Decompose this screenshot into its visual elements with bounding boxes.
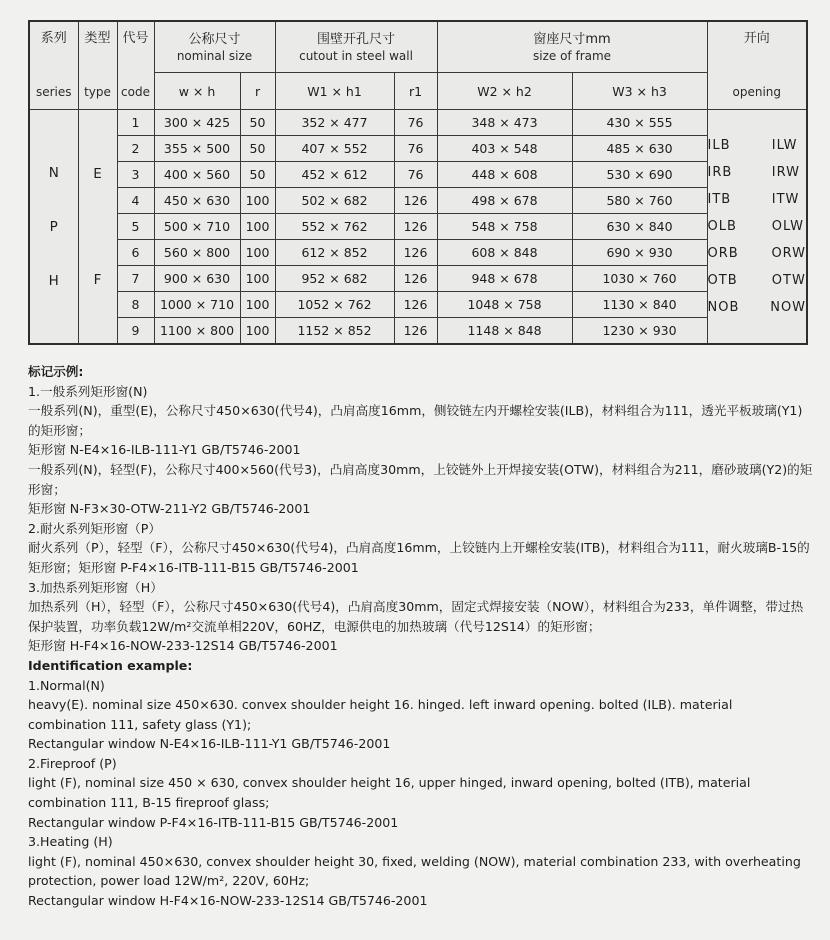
w3h3-cell: 580 × 760 <box>572 188 707 214</box>
w1h1-cell: 952 × 682 <box>275 266 394 292</box>
w2h2-cell: 1148 × 848 <box>437 318 572 345</box>
code-cell: 2 <box>117 136 154 162</box>
header-opening <box>707 21 807 110</box>
note-line: 矩形窗 H-F4×16-NOW-233-12S14 GB/T5746-2001 <box>28 638 338 654</box>
note-line: Rectangular window P-F4×16-ITB-111-B15 GB/T5746-2001 <box>28 814 399 830</box>
series-cell <box>29 110 78 345</box>
w2h2-cell: 1048 × 758 <box>437 292 572 318</box>
r-cell: 50 <box>240 162 275 188</box>
r-cell: 50 <box>240 136 275 162</box>
header-type <box>78 21 117 110</box>
header-type-zh: 类型 <box>84 30 111 46</box>
opening-code: OLB <box>707 218 737 234</box>
note-line: 2.耐火系列矩形窗（P） <box>28 520 161 536</box>
series-label-p: P <box>49 218 58 235</box>
note-line: 2.Fireproof (P) <box>28 755 117 771</box>
w1h1-cell: 352 × 477 <box>275 110 394 136</box>
r-cell: 100 <box>240 240 275 266</box>
w2h2-cell: 608 × 848 <box>437 240 572 266</box>
opening-code: NOB <box>707 299 740 315</box>
code-cell: 5 <box>117 214 154 240</box>
header-frame-en: size of frame <box>533 48 612 63</box>
r-cell: 50 <box>240 110 275 136</box>
w3h3-cell: 430 × 555 <box>572 110 707 136</box>
table-row <box>29 214 807 240</box>
opening-code: ITW <box>771 191 800 207</box>
r1-cell: 126 <box>394 188 437 214</box>
subheader-r1: r1 <box>394 73 437 110</box>
w3h3-cell: 690 × 930 <box>572 240 707 266</box>
opening-code-pair <box>708 245 807 263</box>
header-opening-zh: 开向 <box>743 30 770 46</box>
header-type-en: type <box>84 84 111 99</box>
type-label-e: E <box>93 165 102 182</box>
note-line: light (F), nominal 450×630, convex shoulder height 30, fixed, welding (NOW), material combination 233, with overheating protection, power load 12W/m², 220V, 60Hz; <box>28 853 801 889</box>
note-line: 一般系列(N)，重型(E)，公称尺寸450×630(代号4)，凸肩高度16mm，侧铰链左内开螺栓安装(ILB)，材料组合为111，透光平板玻璃(Y1)的矩形窗； <box>28 403 803 438</box>
note-line: 3.加热系列矩形窗（H） <box>28 579 163 595</box>
note-line: Rectangular window N-E4×16-ILB-111-Y1 GB/T5746-2001 <box>28 736 391 752</box>
code-cell: 3 <box>117 162 154 188</box>
w2h2-cell: 548 × 758 <box>437 214 572 240</box>
notes-section <box>28 362 814 911</box>
note-line: light (F), nominal size 450 × 630, convex shoulder height 16, upper hinged, inward opening, bolted (ITB), material combination 111, B-15 fireproof glass; <box>28 775 751 811</box>
note-line: 3.Heating (H) <box>28 834 113 850</box>
w3h3-cell: 485 × 630 <box>572 136 707 162</box>
header-nominal-zh: 公称尺寸 <box>188 31 241 47</box>
header-cutout-en: cutout in steel wall <box>299 48 413 63</box>
header-series-zh: 系列 <box>40 30 67 46</box>
code-cell: 7 <box>117 266 154 292</box>
code-cell: 9 <box>117 318 154 345</box>
w1h1-cell: 1152 × 852 <box>275 318 394 345</box>
series-label-n: N <box>48 164 59 181</box>
header-series-en: series <box>35 84 72 99</box>
wh-cell: 500 × 710 <box>154 214 240 240</box>
opening-code-pair <box>708 137 807 155</box>
header-frame-zh: 窗座尺寸mm <box>533 31 611 47</box>
w1h1-cell: 612 × 852 <box>275 240 394 266</box>
header-frame-size <box>437 21 707 73</box>
wh-cell: 900 × 630 <box>154 266 240 292</box>
code-cell: 6 <box>117 240 154 266</box>
opening-code: NOW <box>770 299 807 315</box>
w3h3-cell: 630 × 840 <box>572 214 707 240</box>
table-row <box>29 240 807 266</box>
header-code-en: code <box>121 84 150 99</box>
opening-code: OTW <box>771 272 806 288</box>
header-opening-en: opening <box>732 84 782 99</box>
wh-cell: 400 × 560 <box>154 162 240 188</box>
wh-cell: 300 × 425 <box>154 110 240 136</box>
r1-cell: 126 <box>394 266 437 292</box>
opening-code: ORW <box>771 245 807 261</box>
code-cell: 1 <box>117 110 154 136</box>
table-row <box>29 136 807 162</box>
r1-cell: 126 <box>394 240 437 266</box>
w2h2-cell: 498 × 678 <box>437 188 572 214</box>
opening-code-pair <box>708 164 807 182</box>
w1h1-cell: 552 × 762 <box>275 214 394 240</box>
wh-cell: 355 × 500 <box>154 136 240 162</box>
subheader-wh: w × h <box>154 73 240 110</box>
opening-code: ILW <box>771 137 798 153</box>
opening-code-pair <box>708 191 807 209</box>
wh-cell: 450 × 630 <box>154 188 240 214</box>
note-line: 1.Normal(N) <box>28 677 105 693</box>
note-line: 耐火系列（P），轻型（F），公称尺寸450×630(代号4)，凸肩高度16mm，上铰链内上开螺栓安装(ITB)，材料组合为111，耐火玻璃B-15的矩形窗；矩形窗 P-F4×16-ITB-111-B15 GB/T5746-2001 <box>28 540 810 575</box>
w2h2-cell: 448 × 608 <box>437 162 572 188</box>
table-row <box>29 318 807 345</box>
table-row <box>29 110 807 136</box>
w1h1-cell: 1052 × 762 <box>275 292 394 318</box>
table-row <box>29 188 807 214</box>
note-line: 加热系列（H），轻型（F），公称尺寸450×630(代号4)，凸肩高度30mm，固定式焊接安装（NOW），材料组合为233，单件调整，带过热保护装置，功率负载12W/m²交流单相220V，60HZ，电源供电的加热玻璃（代号12S14）的矩形窗； <box>28 599 804 634</box>
opening-code: IRB <box>707 164 733 180</box>
opening-code: OTB <box>707 272 738 288</box>
r1-cell: 126 <box>394 292 437 318</box>
table-row <box>29 162 807 188</box>
w1h1-cell: 407 × 552 <box>275 136 394 162</box>
header-series <box>29 21 78 110</box>
opening-code-pair <box>708 272 807 290</box>
wh-cell: 1100 × 800 <box>154 318 240 345</box>
wh-cell: 1000 × 710 <box>154 292 240 318</box>
r1-cell: 76 <box>394 136 437 162</box>
series-label-h: H <box>48 272 59 289</box>
opening-code: ITB <box>707 191 732 207</box>
w3h3-cell: 1130 × 840 <box>572 292 707 318</box>
header-cutout <box>275 21 437 73</box>
subheader-w1h1: W1 × h1 <box>275 73 394 110</box>
opening-code-pair <box>708 218 807 236</box>
w2h2-cell: 403 × 548 <box>437 136 572 162</box>
note-line: 矩形窗 N-E4×16-ILB-111-Y1 GB/T5746-2001 <box>28 442 301 458</box>
opening-code: ILB <box>707 137 731 153</box>
w2h2-cell: 348 × 473 <box>437 110 572 136</box>
opening-code: OLW <box>771 218 804 234</box>
note-line: 1.一般系列矩形窗(N) <box>28 383 148 399</box>
opening-code-pair <box>708 299 807 317</box>
type-label-f: F <box>93 271 102 288</box>
note-line: heavy(E). nominal size 450×630. convex shoulder height 16. hinged. left inward opening. bolted (ILB). material combination 111, safety glass (Y1); <box>28 697 733 732</box>
opening-cell <box>707 110 807 345</box>
r-cell: 100 <box>240 292 275 318</box>
header-code <box>117 21 154 110</box>
code-cell: 8 <box>117 292 154 318</box>
header-cutout-zh: 围壁开孔尺寸 <box>317 31 396 47</box>
r-cell: 100 <box>240 266 275 292</box>
note-line: 矩形窗 N-F3×30-OTW-211-Y2 GB/T5746-2001 <box>28 501 311 517</box>
header-nominal-size <box>154 21 275 73</box>
r1-cell: 126 <box>394 318 437 345</box>
subheader-w3h3: W3 × h3 <box>572 73 707 110</box>
w1h1-cell: 502 × 682 <box>275 188 394 214</box>
code-cell: 4 <box>117 188 154 214</box>
subheader-w2h2: W2 × h2 <box>437 73 572 110</box>
table-row <box>29 266 807 292</box>
note-line: Rectangular window H-F4×16-NOW-233-12S14 GB/T5746-2001 <box>28 893 428 909</box>
r-cell: 100 <box>240 214 275 240</box>
w3h3-cell: 530 × 690 <box>572 162 707 188</box>
wh-cell: 560 × 800 <box>154 240 240 266</box>
header-nominal-en: nominal size <box>176 48 253 63</box>
r1-cell: 76 <box>394 162 437 188</box>
header-code-zh: 代号 <box>122 30 149 46</box>
note-line: 一般系列(N)，轻型(F)，公称尺寸400×560(代号3)，凸肩高度30mm，上铰链外上开焊接安装(OTW)，材料组合为211，磨砂玻璃(Y2)的矩形窗； <box>28 461 813 497</box>
w2h2-cell: 948 × 678 <box>437 266 572 292</box>
opening-code: ORB <box>707 245 739 261</box>
r-cell: 100 <box>240 188 275 214</box>
type-cell <box>78 110 117 345</box>
w3h3-cell: 1030 × 760 <box>572 266 707 292</box>
w1h1-cell: 452 × 612 <box>275 162 394 188</box>
zh-notes-heading: 标记示例: <box>28 364 84 379</box>
r-cell: 100 <box>240 318 275 345</box>
opening-code: IRW <box>771 164 800 180</box>
window-dimensions-table <box>28 20 808 345</box>
subheader-r: r <box>240 73 275 110</box>
en-notes-heading: Identification example: <box>28 657 193 673</box>
r1-cell: 76 <box>394 110 437 136</box>
table-row <box>29 292 807 318</box>
r1-cell: 126 <box>394 214 437 240</box>
w3h3-cell: 1230 × 930 <box>572 318 707 345</box>
